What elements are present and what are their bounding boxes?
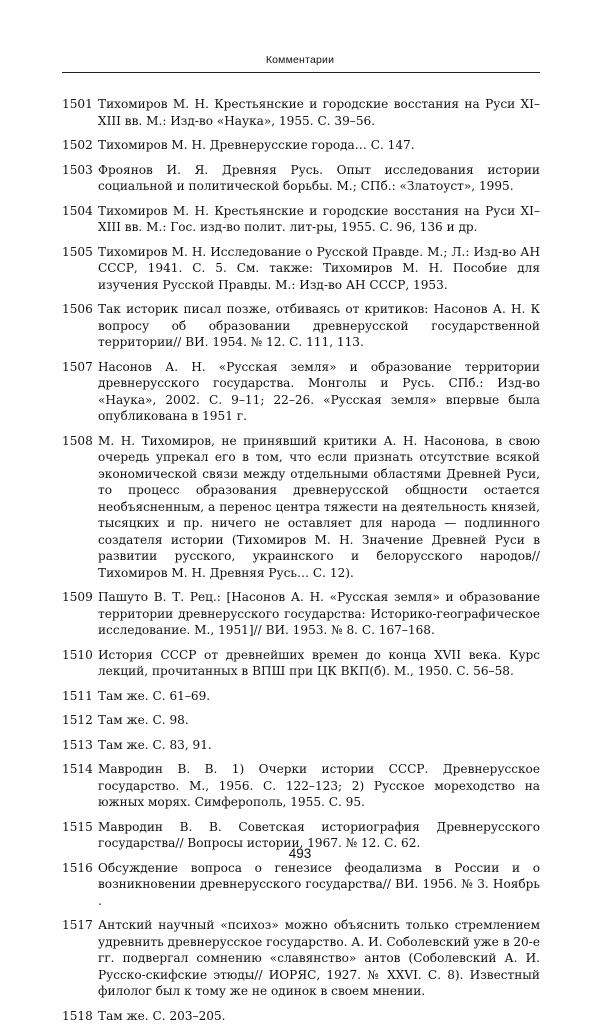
note-text: Там же. С. 61–69. xyxy=(98,688,211,703)
note-item xyxy=(62,301,540,351)
running-header: Комментарии xyxy=(265,54,335,66)
note-number: 1517 xyxy=(62,918,93,932)
note-number: 1506 xyxy=(62,302,93,316)
note-text: Так историк писал позже, отбиваясь от критиков: Насонов А. Н. К вопросу об образовании древнерусской государственной территории// ВИ. 1954. № 12. С. 111, 113. xyxy=(98,302,540,349)
note-text: Там же. С. 98. xyxy=(98,713,189,727)
note-number: 1504 xyxy=(62,203,93,218)
note-item xyxy=(62,137,540,154)
note-item xyxy=(62,860,540,910)
note-number: 1514 xyxy=(62,762,93,776)
notes-list xyxy=(62,96,540,1032)
note-number: 1507 xyxy=(62,359,93,374)
note-text: Обсуждение вопроса о генезисе феодализма в России и о возникновении древнерусского государства// ВИ. 1956. № 3. Ноябрь . xyxy=(98,860,540,908)
note-item xyxy=(62,688,540,705)
note-text: Пашуто В. Т. Рец.: [Насонов А. Н. «Русская земля» и образование территории древнерусского государства: Историко-географическое исследование. М., 1951]// ВИ. 1953. № 8. С. 167–168. xyxy=(98,590,540,637)
page-number: 493 xyxy=(288,846,312,861)
note-item xyxy=(62,737,540,754)
note-number: 1511 xyxy=(62,688,93,703)
note-number: 1515 xyxy=(62,819,93,834)
note-item xyxy=(62,244,540,294)
note-item xyxy=(62,647,540,680)
note-text: Тихомиров М. Н. Крестьянские и городские восстания на Руси XI–XIII вв. М.: Гос. изд-во полит. лит-ры, 1955. С. 96, 136 и др. xyxy=(98,203,540,234)
note-number: 1510 xyxy=(62,647,93,662)
note-number: 1518 xyxy=(62,1008,93,1023)
note-text: Антский научный «психоз» можно объяснить только стремлением удревнить древнерусское государство. А. И. Соболевский уже в 20-е гг. подвергал сомнению «славянство» антов (Соболевский А. И. Русско-скифские этюды// ИОРЯС, 1927. № XXVI. С. 8). Известный филолог был к тому же не одинок в своем мнении. xyxy=(98,918,540,998)
note-item xyxy=(62,1008,540,1025)
note-text: Тихомиров М. Н. Крестьянские и городские восстания на Руси XI–XIII вв. М.: Изд-во «Наука», 1955. С. 39–56. xyxy=(98,97,540,128)
note-item xyxy=(62,589,540,639)
note-text: Фроянов И. Я. Древняя Русь. Опыт исследования истории социальной и политической борьбы. М.; СПб.: «Златоуст», 1995. xyxy=(98,162,540,193)
note-number: 1505 xyxy=(62,244,93,259)
note-text: Тихомиров М. Н. Древнерусские города… С. 147. xyxy=(98,138,415,152)
note-text: Мавродин В. В. 1) Очерки истории СССР. Древнерусское государство. М., 1956. С. 122–123; 2) Русское мореходство на южных морях. Симферополь, 1955. С. 95. xyxy=(98,762,540,809)
note-number: 1501 xyxy=(62,97,93,111)
note-text: Мавродин В. В. Советская историография Древнерусского государства// Вопросы истории, 1967. № 12. С. 62. xyxy=(98,819,540,850)
note-number: 1513 xyxy=(62,737,93,752)
note-item xyxy=(62,433,540,582)
note-item xyxy=(62,712,540,729)
note-item xyxy=(62,203,540,236)
note-text: История СССР от древнейших времен до конца XVII века. Курс лекций, прочитанных в ВПШ при ЦК ВКП(б). М., 1950. С. 56–58. xyxy=(98,647,540,678)
header-rule xyxy=(62,72,540,73)
note-item xyxy=(62,761,540,811)
note-number: 1503 xyxy=(62,162,93,177)
note-item xyxy=(62,96,540,129)
note-item xyxy=(62,359,540,425)
note-text: Тихомиров М. Н. Исследование о Русской Правде. М.; Л.: Изд-во АН СССР, 1941. С. 5. См. также: Тихомиров М. Н. Пособие для изучения Русской Правды. М.: Изд-во АН СССР, 1953. xyxy=(98,244,540,292)
note-text: М. Н. Тихомиров, не принявший критики А. Н. Насонова, в свою очередь упрекал его в том, что если признать отсутствие всякой экономической связи между отдельными областями Древней Руси, то процесс образования древнерусской общности остается необъясненным, а перенос центра тяжести на деятельность князей, тысяцких и пр. ничего не оставляет для народа — подлинного создателя истории (Тихомиров М. Н. Значение Древней Руси в развитии русского, украинского и белорусского народов// Тихомиров М. Н. Древняя Русь… С. 12). xyxy=(98,433,540,580)
note-number: 1516 xyxy=(62,860,93,875)
note-number: 1502 xyxy=(62,138,93,152)
note-text: Там же. С. 83, 91. xyxy=(98,737,212,752)
note-number: 1512 xyxy=(62,713,93,727)
note-text: Там же. С. 203–205. xyxy=(98,1008,226,1023)
note-item xyxy=(62,917,540,1000)
note-number: 1509 xyxy=(62,590,93,604)
note-text: Насонов А. Н. «Русская земля» и образование территории древнерусского государства. Монголы и Русь. СПб.: Изд-во «Наука», 2002. С. 9–11; 22–26. «Русская земля» впервые была опубликована в 1951 г. xyxy=(98,359,540,423)
note-item xyxy=(62,162,540,195)
note-number: 1508 xyxy=(62,433,93,448)
